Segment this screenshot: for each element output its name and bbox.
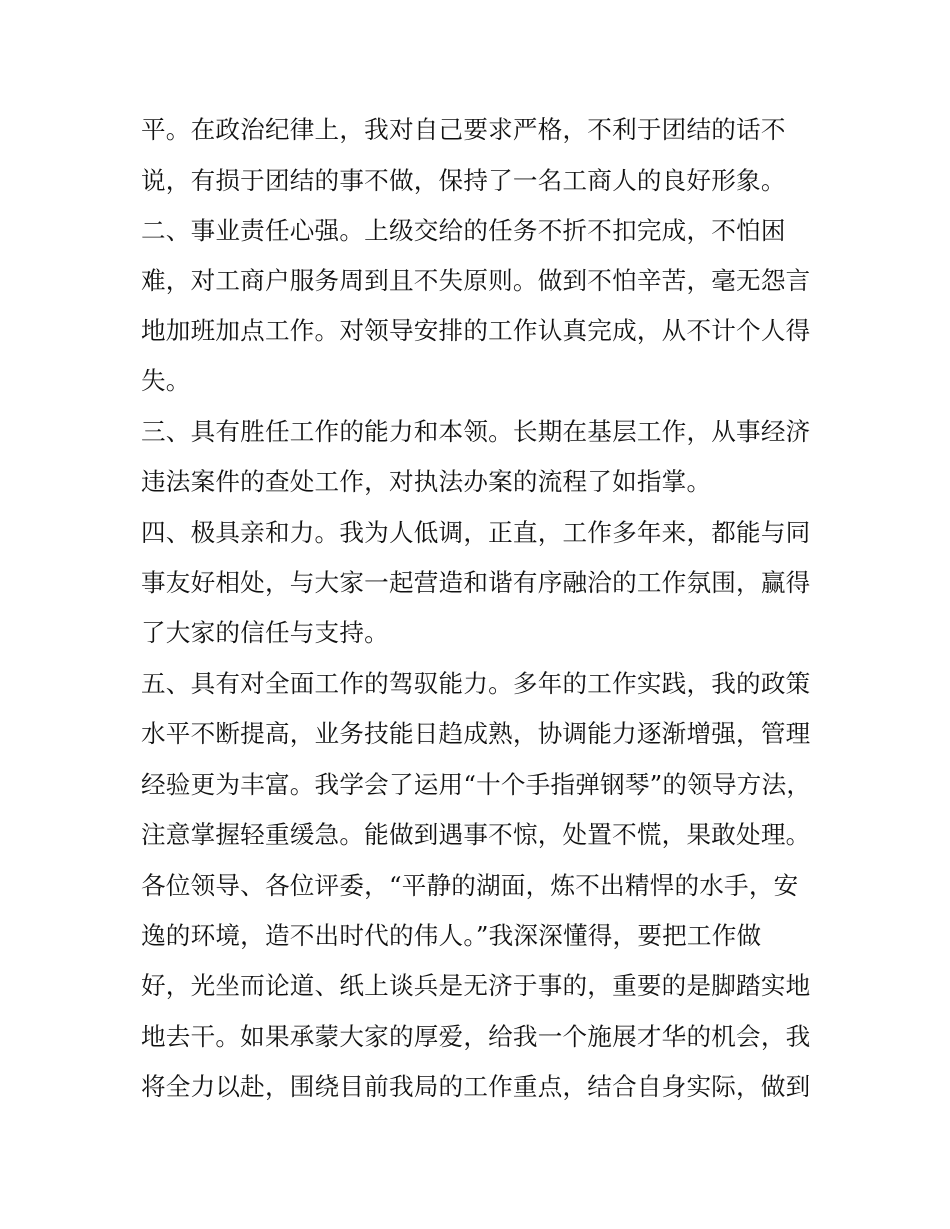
text-line: 三、具有胜任工作的能力和本领。长期在基层工作，从事经济 [141,417,811,446]
text-line: 五、具有对全面工作的驾驭能力。多年的工作实践，我的政策 [141,669,811,698]
text-line: 违法案件的查处工作，对执法办案的流程了如指掌。 [141,467,712,496]
text-line: 逸的环境，造不出时代的伟人。”我深深懂得，要把工作做 [141,921,762,950]
text-line: 平。在政治纪律上，我对自己要求严格，不利于团结的话不 [141,115,786,144]
text-line: 各位领导、各位评委，“平静的湖面，炼不出精悍的水手，安 [141,871,799,900]
text-line: 失。 [141,366,191,395]
text-line: 好，光坐而论道、纸上谈兵是无济于事的，重要的是脚踏实地 [141,971,811,1000]
text-line: 说，有损于团结的事不做，保持了一名工商人的良好形象。 [141,166,786,195]
text-line: 水平不断提高，业务技能日趋成熟，协调能力逐渐增强，管理 [141,719,811,748]
text-line: 难，对工商户服务周到且不失原则。做到不怕辛苦，毫无怨言 [141,266,811,295]
text-line: 二、事业责任心强。上级交给的任务不折不扣完成，不怕困 [141,216,786,245]
text-line: 经验更为丰富。我学会了运用“十个手指弹钢琴”的领导方法， [141,770,812,799]
text-line: 将全力以赴，围绕目前我局的工作重点，结合自身实际，做到 [141,1072,811,1101]
text-line: 事友好相处，与大家一起营造和谐有序融洽的工作氛围，赢得 [141,568,811,597]
text-line: 地加班加点工作。对领导安排的工作认真完成，从不计个人得 [141,316,811,345]
text-line: 地去干。如果承蒙大家的厚爱，给我一个施展才华的机会，我 [141,1022,811,1051]
text-line: 了大家的信任与支持。 [141,618,389,647]
text-line: 注意掌握轻重缓急。能做到遇事不惊，处置不慌，果敢处理。 [141,820,811,849]
text-line: 四、极具亲和力。我为人低调，正直，工作多年来，都能与同 [141,518,811,547]
